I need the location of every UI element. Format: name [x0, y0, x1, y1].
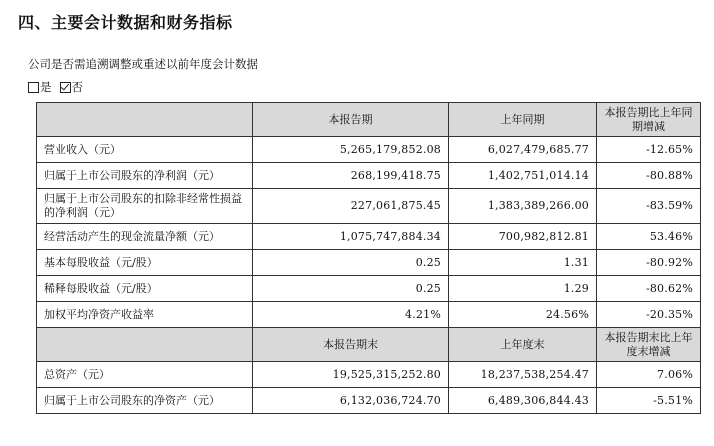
- option-no-label: 否: [71, 80, 83, 94]
- change-value: -80.62%: [597, 276, 701, 302]
- option-no[interactable]: [60, 79, 84, 95]
- header-cell: 上年度末: [449, 328, 597, 362]
- row-label: 归属于上市公司股东的净利润（元）: [37, 163, 253, 189]
- unchecked-box-icon[interactable]: [28, 82, 39, 93]
- header-cell: 上年同期: [449, 103, 597, 137]
- header-cell: [37, 103, 253, 137]
- current-value: 0.25: [253, 250, 449, 276]
- row-label: 归属于上市公司股东的扣除非经常性损益的净利润（元）: [37, 189, 253, 224]
- table-header-row: [37, 103, 701, 137]
- prior-value: 6,027,479,685.77: [449, 137, 597, 163]
- change-value: 53.46%: [597, 224, 701, 250]
- table-row: [37, 302, 701, 328]
- restatement-options: [28, 79, 89, 95]
- table-row: [37, 189, 701, 224]
- row-label: 归属于上市公司股东的净资产（元）: [37, 388, 253, 414]
- option-yes[interactable]: [28, 79, 52, 95]
- header-cell: 本报告期末: [253, 328, 449, 362]
- table-row: [37, 163, 701, 189]
- prior-value: 24.56%: [449, 302, 597, 328]
- prior-value: 1,402,751,014.14: [449, 163, 597, 189]
- prior-value: 1.29: [449, 276, 597, 302]
- table-row: [37, 276, 701, 302]
- table-row: [37, 224, 701, 250]
- change-value: -12.65%: [597, 137, 701, 163]
- row-label: 基本每股收益（元/股）: [37, 250, 253, 276]
- header-cell: [37, 328, 253, 362]
- table-row: [37, 250, 701, 276]
- section-heading: 四、主要会计数据和财务指标: [18, 13, 233, 32]
- change-value: -83.59%: [597, 189, 701, 224]
- current-value: 4.21%: [253, 302, 449, 328]
- current-value: 6,132,036,724.70: [253, 388, 449, 414]
- table-row: [37, 362, 701, 388]
- header-cell: 本报告期: [253, 103, 449, 137]
- financial-indicators-table: [36, 102, 701, 414]
- header-cell: 本报告期末比上年度末增减: [597, 328, 701, 362]
- current-value: 268,199,418.75: [253, 163, 449, 189]
- table-header-row: [37, 328, 701, 362]
- prior-value: 1.31: [449, 250, 597, 276]
- current-value: 1,075,747,884.34: [253, 224, 449, 250]
- row-label: 经营活动产生的现金流量净额（元）: [37, 224, 253, 250]
- change-value: 7.06%: [597, 362, 701, 388]
- restatement-question: 公司是否需追溯调整或重述以前年度会计数据: [28, 57, 258, 71]
- row-label: 总资产（元）: [37, 362, 253, 388]
- change-value: -80.92%: [597, 250, 701, 276]
- header-cell: 本报告期比上年同期增减: [597, 103, 701, 137]
- row-label: 稀释每股收益（元/股）: [37, 276, 253, 302]
- option-yes-label: 是: [40, 80, 52, 94]
- change-value: -80.88%: [597, 163, 701, 189]
- prior-value: 18,237,538,254.47: [449, 362, 597, 388]
- change-value: -20.35%: [597, 302, 701, 328]
- change-value: -5.51%: [597, 388, 701, 414]
- current-value: 19,525,315,252.80: [253, 362, 449, 388]
- current-value: 5,265,179,852.08: [253, 137, 449, 163]
- current-value: 227,061,875.45: [253, 189, 449, 224]
- current-value: 0.25: [253, 276, 449, 302]
- table-row: [37, 137, 701, 163]
- checked-box-icon[interactable]: [60, 82, 71, 93]
- row-label: 加权平均净资产收益率: [37, 302, 253, 328]
- prior-value: 1,383,389,266.00: [449, 189, 597, 224]
- prior-value: 6,489,306,844.43: [449, 388, 597, 414]
- row-label: 营业收入（元）: [37, 137, 253, 163]
- prior-value: 700,982,812.81: [449, 224, 597, 250]
- table-row: [37, 388, 701, 414]
